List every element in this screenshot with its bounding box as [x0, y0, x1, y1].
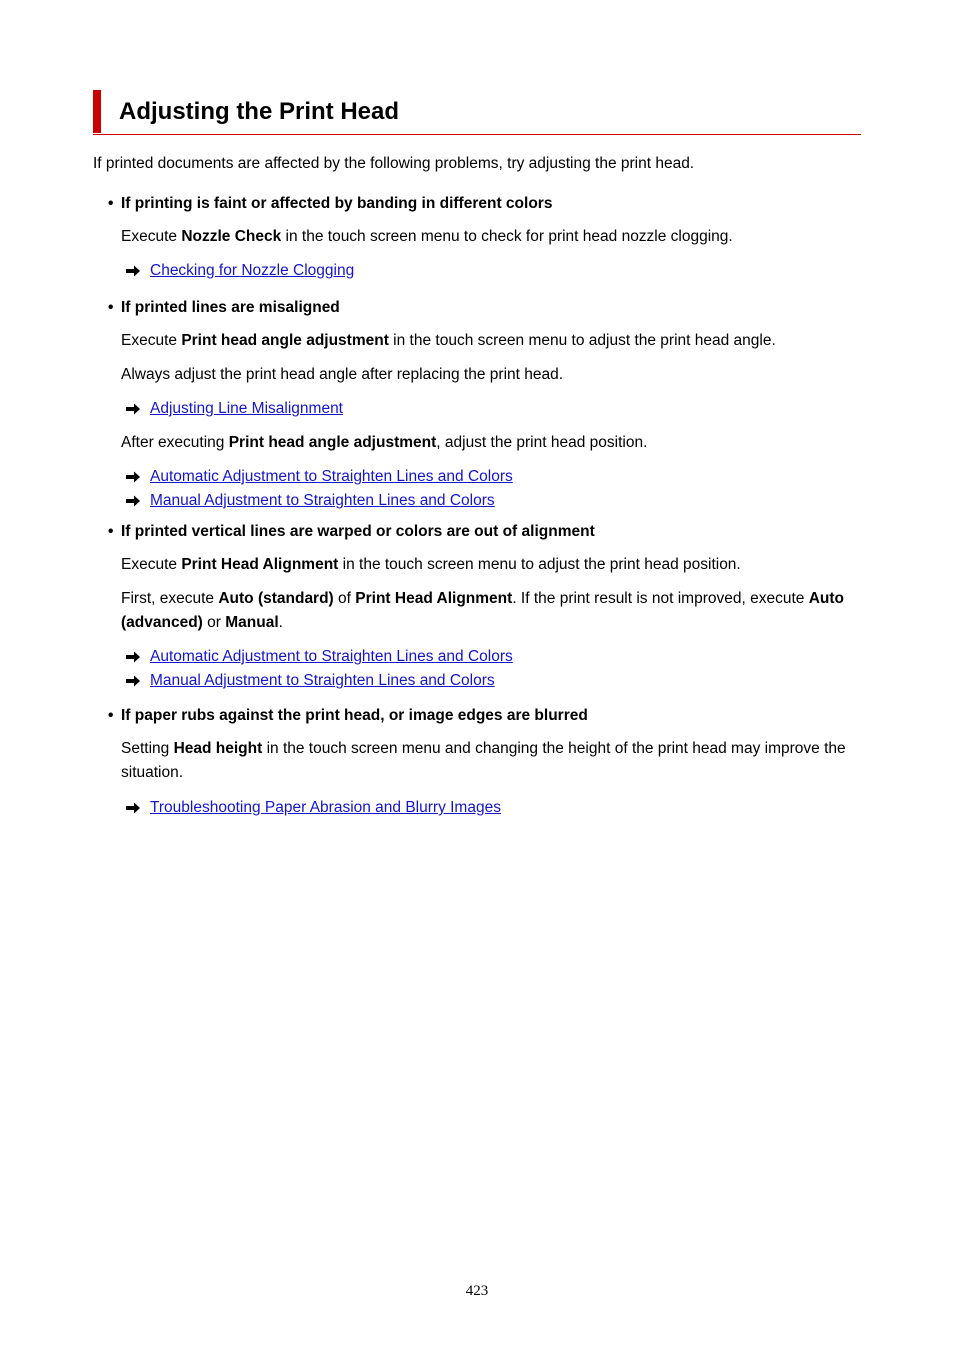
intro-text: If printed documents are affected by the following problems, try adjusting the print head. [93, 155, 695, 172]
right-arrow-icon [125, 265, 141, 277]
link-list [125, 259, 868, 283]
right-arrow-icon [125, 495, 141, 507]
section-heading [108, 193, 868, 215]
section-heading-text: If printed lines are misaligned [121, 299, 340, 316]
link-list [125, 397, 868, 421]
link-auto-adjustment[interactable]: Automatic Adjustment to Straighten Lines and Colors [150, 648, 513, 665]
link-paper-abrasion[interactable]: Troubleshooting Paper Abrasion and Blurry Images [150, 799, 501, 816]
link-item [125, 645, 868, 669]
section-paragraph: Execute Nozzle Check in the touch screen menu to check for print head nozzle clogging. [121, 228, 733, 245]
page-title: Adjusting the Print Head [119, 98, 400, 125]
section-paragraph: First, execute Auto (standard) of Print Head Alignment. If the print result is not improved, execute Auto (advanced) or Manual. [121, 590, 844, 631]
section-paragraph: Execute Print head angle adjustment in the touch screen menu to adjust the print head angle. [121, 332, 776, 349]
section-heading-text: If printed vertical lines are warped or colors are out of alignment [121, 523, 595, 540]
section-paragraph: Execute Print Head Alignment in the touch screen menu to adjust the print head position. [121, 556, 741, 573]
section-heading [108, 521, 868, 543]
section-warped-lines [108, 521, 868, 693]
title-accent-bar [93, 90, 101, 133]
section-faint-printing [108, 193, 868, 283]
bullet-icon: • [108, 195, 114, 212]
link-list [125, 796, 868, 820]
link-line-misalignment[interactable]: Adjusting Line Misalignment [150, 400, 343, 417]
right-arrow-icon [125, 403, 141, 415]
link-item [125, 669, 868, 693]
link-item [125, 259, 868, 283]
link-nozzle-check[interactable]: Checking for Nozzle Clogging [150, 262, 355, 279]
link-auto-adjustment[interactable]: Automatic Adjustment to Straighten Lines and Colors [150, 468, 513, 485]
page-title-block [93, 90, 861, 135]
link-list [125, 645, 868, 693]
section-heading-text: If paper rubs against the print head, or image edges are blurred [121, 707, 588, 724]
section-heading-text: If printing is faint or affected by banding in different colors [121, 195, 553, 212]
section-heading [108, 705, 868, 727]
bullet-icon: • [108, 707, 114, 724]
link-item [125, 397, 868, 421]
section-paragraph: Setting Head height in the touch screen menu and changing the height of the print head may improve the situation. [121, 740, 846, 781]
section-paper-rubs [108, 705, 868, 820]
bullet-icon: • [108, 523, 114, 540]
right-arrow-icon [125, 651, 141, 663]
section-misaligned-lines [108, 297, 868, 513]
link-manual-adjustment[interactable]: Manual Adjustment to Straighten Lines and Colors [150, 492, 495, 509]
link-manual-adjustment[interactable]: Manual Adjustment to Straighten Lines and Colors [150, 672, 495, 689]
link-item [125, 465, 868, 489]
right-arrow-icon [125, 675, 141, 687]
link-list [125, 465, 868, 513]
right-arrow-icon [125, 471, 141, 483]
page-number: 423 [465, 1283, 489, 1299]
right-arrow-icon [125, 802, 141, 814]
bullet-icon: • [108, 299, 114, 316]
link-item [125, 796, 868, 820]
section-paragraph: After executing Print head angle adjustment, adjust the print head position. [121, 434, 648, 451]
section-paragraph: Always adjust the print head angle after replacing the print head. [121, 366, 564, 383]
link-item [125, 489, 868, 513]
section-heading [108, 297, 868, 319]
